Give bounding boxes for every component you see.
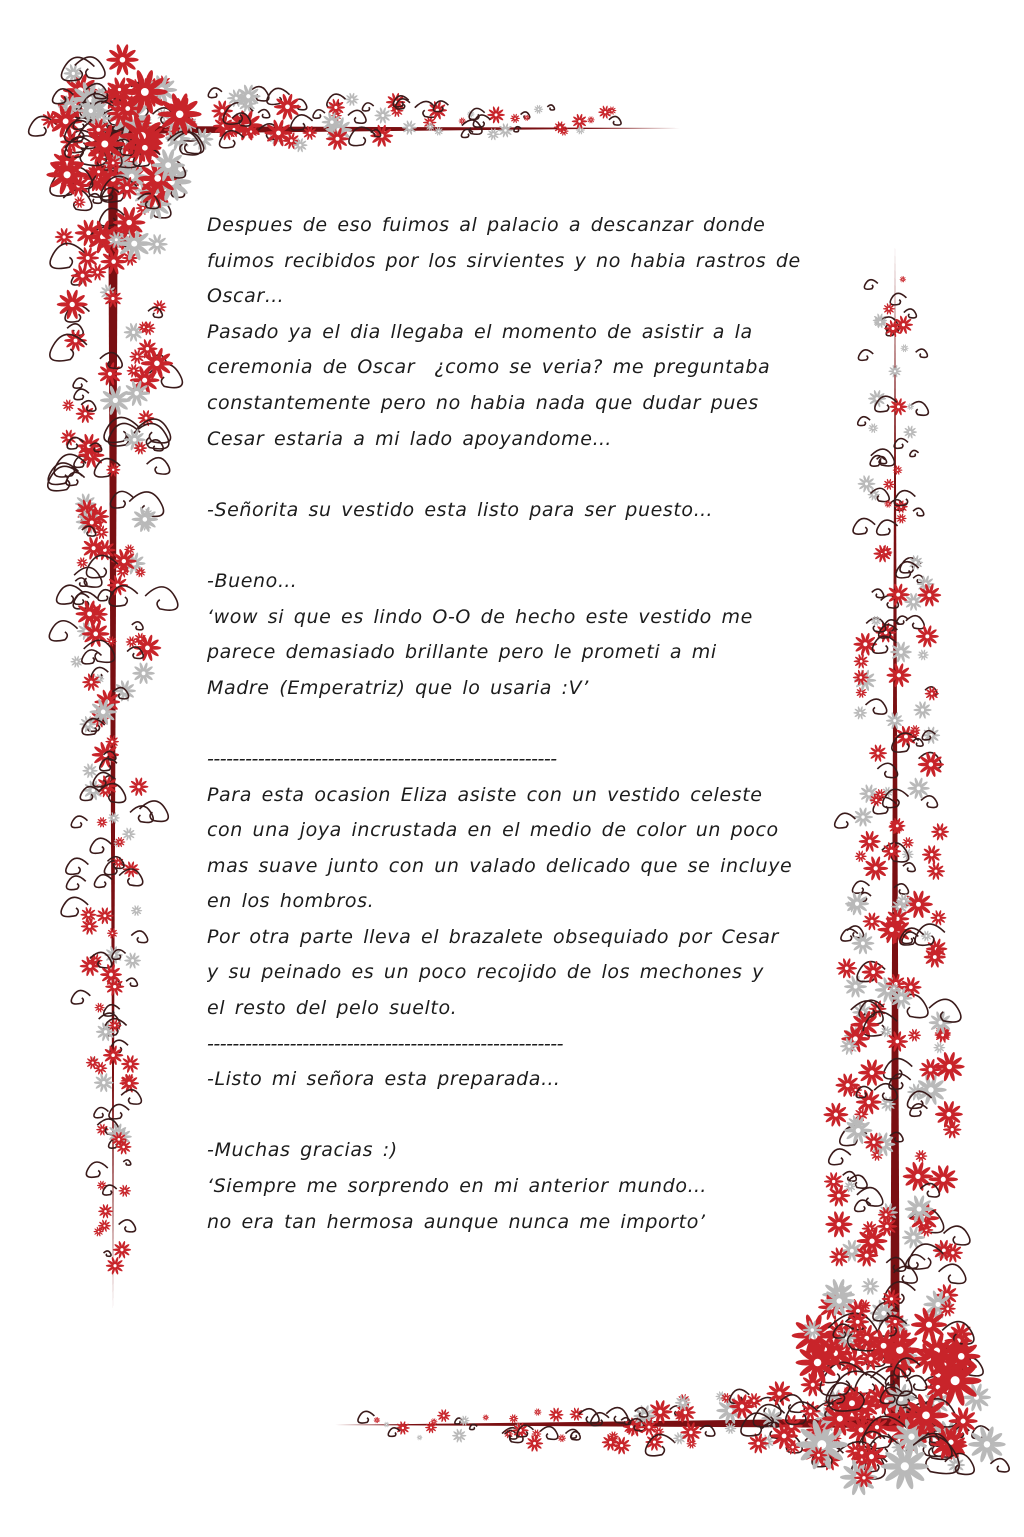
swirl	[90, 838, 111, 853]
swirl	[132, 622, 143, 630]
swirl	[208, 88, 222, 98]
swirl	[119, 1220, 136, 1232]
swirl	[74, 389, 89, 400]
flower	[844, 975, 867, 998]
swirl	[890, 293, 906, 305]
flower	[76, 404, 95, 423]
flower	[126, 636, 138, 648]
flower	[534, 1408, 542, 1416]
flower	[929, 1165, 958, 1194]
swirl	[71, 990, 90, 1004]
flower	[345, 93, 359, 107]
flower	[836, 958, 857, 979]
flower	[417, 1435, 423, 1441]
flower	[903, 1161, 933, 1191]
flower	[118, 1185, 131, 1198]
text-line: no era tan hermosa aunque nunca me importo’	[207, 1210, 706, 1233]
text-line: ‘wow si que es lindo O-O de hecho este vestido me	[207, 605, 753, 628]
flower	[863, 912, 882, 931]
flower	[374, 107, 391, 124]
text-line: en los hombros.	[207, 890, 375, 913]
flower	[931, 823, 949, 841]
swirl	[73, 378, 87, 388]
flower	[98, 1204, 113, 1219]
swirl	[94, 875, 112, 888]
swirl	[71, 816, 87, 828]
flower	[452, 1429, 466, 1443]
swirl	[700, 1426, 715, 1437]
swirl	[829, 1149, 851, 1165]
story-text	[207, 208, 817, 1240]
swirl	[858, 417, 870, 426]
flower	[915, 1150, 928, 1163]
swirl	[66, 876, 85, 890]
swirl	[67, 324, 83, 335]
flower	[510, 114, 520, 124]
swirl	[579, 1409, 599, 1423]
swirl	[145, 587, 178, 610]
flower	[927, 862, 945, 880]
text-line: fuimos recibidos por los sirvientes y no habia rastros de	[207, 249, 801, 272]
flower	[97, 1181, 107, 1191]
text-line: el resto del pelo suelto.	[207, 997, 458, 1020]
text-line: Oscar…	[207, 285, 285, 308]
flower	[918, 649, 929, 660]
flower	[853, 706, 867, 720]
flower	[825, 1211, 852, 1238]
swirl	[910, 1104, 928, 1117]
swirl	[835, 813, 856, 828]
flower	[534, 105, 543, 114]
flower	[483, 1414, 490, 1421]
flower	[881, 1443, 929, 1491]
flower	[933, 1042, 945, 1054]
swirl	[131, 931, 147, 943]
flower	[853, 807, 873, 827]
flower	[903, 425, 917, 439]
swirl	[123, 1160, 130, 1165]
swirl	[866, 699, 887, 714]
swirl	[104, 1251, 112, 1256]
flower	[900, 344, 908, 352]
swirl	[571, 1432, 580, 1438]
flower	[883, 479, 894, 490]
swirl	[903, 863, 915, 872]
flower	[922, 726, 940, 744]
text-line: ‘Siempre me sorprendo en mi anterior mundo…	[207, 1175, 708, 1198]
flower	[131, 905, 142, 916]
text-line: Por otra parte lleva el brazalete obsequiado por Cesar	[207, 925, 779, 948]
flower	[113, 1241, 131, 1259]
flower	[921, 930, 932, 941]
text-line: -Bueno…	[207, 569, 298, 592]
swirl	[547, 105, 554, 110]
flower	[132, 662, 155, 684]
flower	[896, 513, 907, 523]
flower	[62, 399, 74, 411]
flower	[899, 276, 906, 283]
swirl	[916, 349, 928, 357]
swirl	[939, 1264, 966, 1283]
flower	[868, 423, 878, 433]
text-line: mas suave junto con un valado delicado que se incluye	[207, 854, 793, 877]
swirl	[990, 1459, 1009, 1472]
flower	[396, 1421, 410, 1435]
flower	[70, 656, 82, 668]
text-line: --------------------------------------------------------	[207, 1032, 563, 1055]
flower	[766, 1381, 792, 1407]
swirl	[609, 116, 621, 125]
flower	[509, 1414, 518, 1423]
swirl	[49, 621, 77, 641]
text-line: -Señorita su vestido esta listo para ser puesto…	[207, 498, 714, 521]
text-line: Despues de eso fuimos al palacio a descanzar donde	[207, 214, 766, 236]
flower	[859, 830, 881, 852]
swirl	[94, 1107, 109, 1117]
flower	[823, 1102, 848, 1127]
flower	[930, 910, 946, 926]
flower	[121, 1055, 140, 1073]
flower	[608, 106, 617, 115]
swirl	[858, 350, 873, 361]
swirl	[348, 110, 366, 123]
text-line: ceremonia de Oscar ¿como se veria? me preguntaba	[207, 356, 771, 379]
swirl	[103, 1185, 117, 1195]
flower	[863, 856, 888, 881]
flower	[854, 654, 869, 669]
text-line: -Muchas gracias :)	[207, 1139, 398, 1162]
swirl	[921, 796, 937, 808]
flower	[861, 1277, 879, 1295]
flower	[106, 44, 138, 76]
flower	[73, 196, 85, 208]
text-line: con una joya incrustada en el medio de color un poco	[207, 819, 779, 842]
flower	[858, 1059, 886, 1087]
flower	[922, 845, 942, 864]
swirl	[50, 334, 87, 360]
flower	[845, 892, 869, 916]
swirl	[358, 1411, 374, 1423]
text-line	[207, 528, 817, 564]
swirl	[913, 508, 924, 516]
text-line: Madre (Emperatriz) que lo usaria :V’	[207, 676, 589, 699]
flower	[915, 1074, 947, 1105]
flower	[549, 1407, 564, 1422]
swirl	[86, 1162, 107, 1177]
flower	[908, 1029, 921, 1042]
swirl	[872, 589, 884, 598]
text-line: Cesar estaria a mi lado apoyandome…	[207, 427, 613, 450]
flower	[935, 1100, 963, 1128]
flower	[96, 907, 114, 925]
text-line: Pasado ya el dia llegaba el momento de asistir a la	[207, 320, 753, 343]
text-line: -Listo mi señora esta preparada…	[207, 1068, 561, 1091]
flower	[57, 289, 88, 320]
swirl	[540, 1427, 558, 1440]
swirl	[388, 1428, 400, 1437]
swirl	[258, 110, 270, 118]
text-line: Para esta ocasion Eliza asiste con un vestido celeste	[207, 783, 763, 806]
flower	[487, 106, 505, 124]
flower	[106, 1257, 124, 1275]
flower	[890, 398, 908, 416]
flower	[570, 1407, 584, 1421]
swirl	[313, 110, 325, 119]
swirl	[126, 978, 137, 986]
text-line: parece demasiado brillante pero le prometi a mi	[207, 641, 717, 664]
flower	[868, 390, 886, 408]
text-line: y su peinado es un poco recojido de los mechones y	[207, 961, 764, 984]
flower	[886, 663, 911, 688]
flower	[558, 1434, 566, 1442]
flower	[587, 116, 594, 123]
flower	[913, 701, 931, 719]
flower	[97, 817, 108, 828]
swirl	[50, 243, 85, 268]
flower	[374, 1417, 381, 1424]
swirl	[915, 924, 945, 945]
flower	[919, 1058, 942, 1080]
flower	[869, 744, 887, 762]
swirl	[362, 103, 373, 111]
flower	[437, 1409, 450, 1422]
swirl	[909, 402, 928, 416]
swirl	[852, 881, 869, 893]
swirl	[470, 1424, 477, 1429]
flower	[402, 120, 417, 135]
flower	[124, 952, 141, 969]
swirl	[864, 280, 877, 290]
text-line	[207, 1098, 817, 1134]
swirl	[75, 57, 105, 79]
flower	[498, 123, 513, 138]
flower	[82, 763, 97, 778]
flower	[526, 1435, 543, 1452]
swirl	[109, 1104, 129, 1118]
flower	[855, 850, 867, 862]
flower	[147, 234, 168, 255]
swirl	[66, 858, 89, 874]
text-line: -------------------------------------------------------	[207, 747, 557, 770]
swirl	[906, 1376, 927, 1391]
flower	[94, 1073, 114, 1093]
swirl	[906, 616, 924, 629]
flower	[115, 837, 126, 848]
text-line: constantemente pero no habia nada que dudar pues	[207, 391, 759, 414]
flower	[384, 1422, 390, 1428]
swirl	[147, 458, 170, 474]
flower	[77, 557, 88, 568]
swirl	[894, 438, 908, 448]
swirl	[910, 450, 919, 456]
text-line	[207, 706, 817, 742]
flower	[934, 1051, 965, 1081]
text-line	[207, 457, 817, 493]
flower	[129, 777, 148, 796]
flower	[94, 1003, 104, 1013]
swirl	[853, 518, 875, 534]
